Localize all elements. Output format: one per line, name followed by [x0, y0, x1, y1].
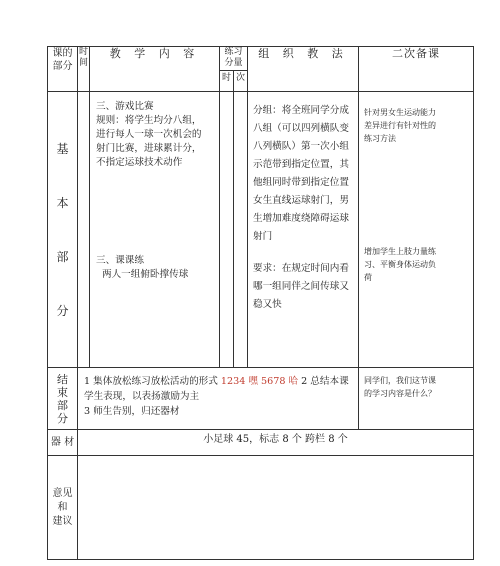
- basic-section-label: [48, 92, 78, 368]
- ending-section-chars: [48, 373, 77, 425]
- lesson-plan-table: [47, 46, 474, 560]
- note-line: 同学们，我们这节课: [364, 376, 436, 385]
- note-line: 差异进行有针对性的: [364, 121, 436, 130]
- basic-load-count-cell: [234, 92, 248, 368]
- org-line: 哪一组同伴之间传球又: [253, 281, 349, 292]
- basic-section-chars: [48, 122, 77, 338]
- load-time-label: 时: [221, 73, 231, 83]
- ending-content-cell: [78, 368, 359, 430]
- org-line: 生增加难度绕障碍运球: [253, 213, 349, 224]
- content-line: 射门比赛，进球累计分，: [96, 143, 202, 154]
- ending-char: 束: [57, 385, 68, 399]
- load-count-header: [234, 71, 248, 92]
- ending-line-1-pre: 1 集体放松练习放松活动的形式: [84, 376, 221, 387]
- load-header: [220, 47, 248, 71]
- equipment-value: 小足球 45，标志 8 个 跨栏 8 个: [203, 434, 348, 445]
- basic-char: 本: [56, 195, 69, 210]
- feedback-label: [48, 487, 77, 529]
- load-time-header: [220, 71, 234, 92]
- ending-section-label: [48, 368, 78, 430]
- ending-line-3: 3 师生告别，归还器材: [84, 406, 180, 417]
- basic-section-row: [48, 92, 474, 368]
- content-line: 两人一组俯卧撑传球: [102, 269, 189, 280]
- feedback-char: 建议: [52, 515, 73, 527]
- basic-char: 基: [56, 141, 69, 156]
- content-line: 不指定运球技术动作: [96, 157, 183, 168]
- ending-char: 部: [57, 398, 68, 412]
- feedback-label-cell: [48, 456, 78, 560]
- feedback-value-cell: [78, 456, 474, 560]
- basic-load-time-cell: [220, 92, 234, 368]
- ending-char: 结: [57, 372, 68, 386]
- content-line: 规则：将学生均分八组，: [96, 115, 202, 126]
- basic-content-cell: [90, 92, 220, 368]
- note-line: 练习方法: [364, 134, 396, 143]
- table-header-row: [48, 47, 474, 71]
- basic-org-cell: [248, 92, 359, 368]
- ending-line-2: 学生表现，以表扬激励为主: [84, 391, 200, 402]
- org-header-label: 组 织 教 法: [258, 47, 348, 60]
- note-line: 荷: [364, 273, 372, 282]
- content-header: [90, 47, 220, 92]
- note-line: 针对男女生运动能力: [364, 108, 436, 117]
- org-line: 分组：将全班同学分成: [253, 105, 349, 116]
- ending-section-row: [48, 368, 474, 430]
- basic-note-cell: [359, 92, 474, 368]
- feedback-char: 和: [57, 501, 68, 513]
- ending-line-1-highlight: 1234 嘿 5678 哈: [220, 376, 299, 387]
- ending-note-cell: [359, 368, 474, 430]
- feedback-row: [48, 456, 474, 560]
- org-line: 射门: [253, 231, 273, 242]
- content-line: 进行每人一球一次机会的: [96, 129, 202, 140]
- second-prep-label: 二次备课: [392, 47, 440, 60]
- ending-line-1-post: 2 总结本课: [298, 376, 349, 387]
- second-prep-header: [359, 47, 474, 92]
- section-header: [48, 47, 78, 92]
- note-line: 增加学生上肢力量练: [364, 247, 436, 256]
- content-header-label: 教 学 内 容: [109, 47, 200, 60]
- org-line: 他组同时带到指定位置: [253, 177, 349, 188]
- content-line: 三、游戏比赛: [96, 101, 154, 112]
- org-line: 女生直线运球射门，男: [253, 195, 349, 206]
- note-line: 习、平衡身体运动负: [364, 260, 436, 269]
- time-header: [78, 47, 90, 92]
- content-line: 三、课课练: [96, 255, 144, 266]
- org-header: [248, 47, 359, 92]
- org-line: 要求：在规定时间内看: [253, 263, 349, 274]
- equipment-label-cell: [48, 430, 78, 456]
- section-header-label: 课的部分: [52, 48, 73, 72]
- ending-char: 分: [57, 411, 68, 425]
- ending-line-1: [84, 374, 355, 389]
- org-line: 八组（可以四列横队变: [253, 123, 349, 134]
- equipment-value-cell: [78, 430, 474, 456]
- feedback-char: 意见: [52, 487, 73, 499]
- load-header-label: 练习分量: [224, 47, 243, 68]
- basic-time-cell: [78, 92, 90, 368]
- note-line: 的学习内容是什么？: [364, 389, 436, 398]
- basic-char: 分: [56, 303, 69, 318]
- basic-char: 部: [56, 249, 69, 264]
- org-line: 稳又快: [253, 299, 282, 310]
- equipment-label: 器 材: [50, 436, 75, 448]
- time-header-label: 时间: [78, 47, 88, 68]
- org-line: 八列横队）第一次小组: [253, 141, 349, 152]
- load-count-label: 次: [235, 73, 245, 83]
- org-line: 示范带到指定位置，其: [253, 159, 349, 170]
- equipment-row: [48, 430, 474, 456]
